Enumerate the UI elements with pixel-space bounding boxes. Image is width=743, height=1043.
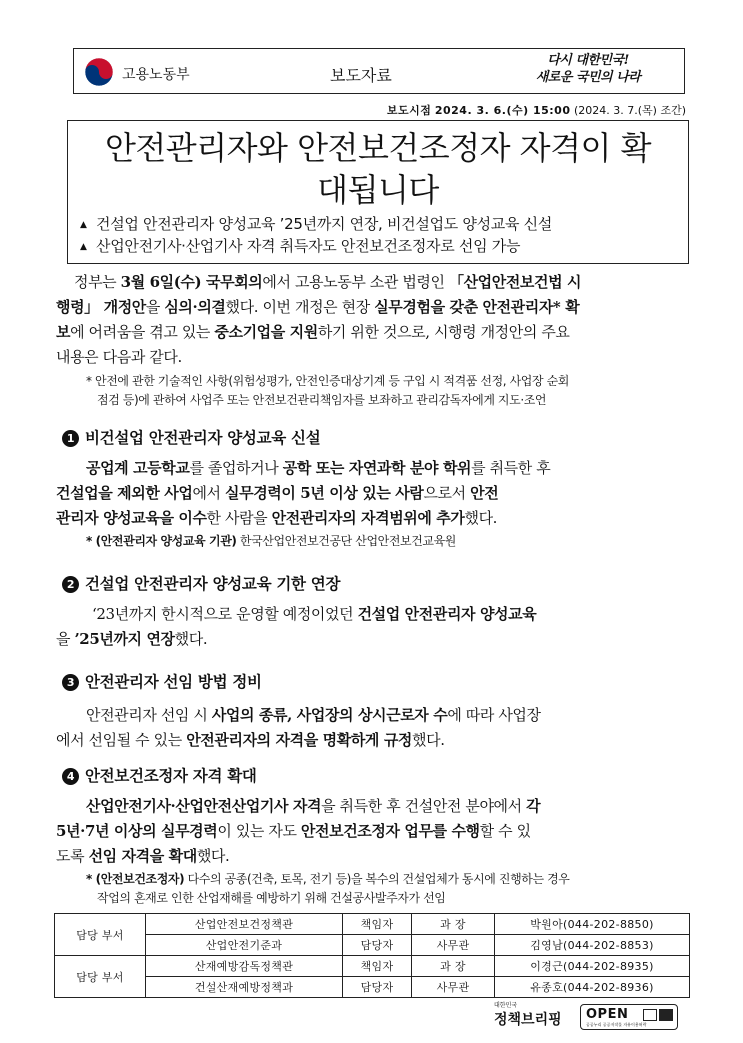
dept-cell: 산재예방감독정책관 [146,956,343,977]
table-row [55,914,690,935]
text-bold: 보 [56,323,71,341]
section-4-body [56,794,690,869]
title-cell: 사무관 [412,977,495,998]
section-3-body [56,703,690,753]
text-bold: 「산업안전보건법 시 [448,273,582,291]
text: 하기 위한 것으로, 시행령 개정안의 주요 [317,323,570,341]
text-bold: 행령」 개정안 [56,298,146,316]
policy-briefing-logo [494,1002,562,1029]
role-cell: 담당자 [343,935,412,956]
embargo-line [300,102,686,118]
dept-label-cell: 담당 부서 [55,914,146,956]
footnote-label: * (안전보건조정자) [86,872,185,886]
text: 으로서 [423,484,466,502]
person-cell: 유종호(044-202-8936) [495,977,690,998]
triangle-bullet-icon: ▲ [80,242,87,252]
table-row [55,956,690,977]
text: 에서 [192,484,221,502]
body-line [56,703,690,728]
subtitle-text: 산업안전기사·산업기사 자격 취득자도 안전보건조정자로 선임 가능 [96,237,521,255]
open-label: OPEN [586,1007,629,1022]
dept-cell: 산업안전기준과 [146,935,343,956]
text-bold: 산업안전기사·산업안전산업기사 자격 [86,797,322,815]
footnote-line: 작업의 혼재로 인한 산업재해를 예방하기 위해 건설공사발주자가 선임 [97,891,446,905]
section-heading-1 [62,426,320,448]
text-bold: 심의·의결 [164,298,226,316]
intro-footnote [86,372,569,410]
open-license-badge [580,1004,678,1030]
text-bold: 각 [526,797,541,815]
title-cell: 과 장 [412,914,495,935]
intro-line [56,295,690,320]
dept-label-cell: 담당 부서 [55,956,146,998]
embargo-datetime: 2024. 3. 6.(수) 15:00 [434,104,571,117]
text: 했다. [412,731,445,749]
text: 이 있는 자도 [217,822,297,840]
section-4-footnote [86,870,569,908]
text: 에 따라 사업장 [447,706,541,724]
footnote-text: 다수의 공종(건축, 토목, 전기 등)을 복수의 건설업체가 동시에 진행하는 경우 [187,872,570,886]
body-line [56,627,690,652]
body-line [56,844,690,869]
body-line [56,602,690,627]
text: 했다. [464,509,498,527]
body-line [56,506,690,531]
title-cell: 과 장 [412,956,495,977]
subtitle-item [80,236,520,257]
text: 를 졸업하거나 [189,459,279,477]
text-bold: 안전 [470,484,499,502]
text: 을 취득한 후 건설안전 분야에서 [321,797,522,815]
subtitle-item [80,214,552,235]
footnote-line: 점검 등)에 관하여 사업주 또는 안전보건관리책임자를 보좌하고 관리감독자에게 지도·조언 [97,393,547,407]
text: 을 [145,298,160,316]
footnote-label: * (안전관리자 양성교육 기관) [86,534,237,548]
text: 도록 [56,847,85,865]
embargo-label: 보도시점 [386,104,432,117]
text: 정부는 [74,273,117,291]
person-cell: 박원아(044-202-8850) [495,914,690,935]
embargo-print-edition: (2024. 3. 7.(목) 조간) [573,104,686,117]
intro-line: 내용은 다음과 같다. [56,348,182,366]
slogan [508,52,668,86]
section-number-badge: 3 [62,674,79,691]
text: 를 취득한 후 [471,459,551,477]
text-bold: 관리자 양성교육을 이수 [56,509,207,527]
section-2-body [56,602,690,652]
footnote-text: 한국산업안전보건공단 산업안전보건교육원 [239,534,456,548]
section-heading-4 [62,764,257,786]
license-type-icon [659,1009,673,1021]
section-heading-3 [62,670,262,692]
text-bold: 실무경험을 갖춘 안전관리자* 확 [374,298,580,316]
document-type: 보도자료 [330,66,392,85]
title-cell: 사무관 [412,935,495,956]
text-bold: 안전관리자의 자격범위에 추가 [271,509,465,527]
text-bold: 중소기업을 지원 [214,323,318,341]
text-bold: 공학 또는 자연과학 분야 학위 [282,459,472,477]
section-number-badge: 4 [62,768,79,785]
text: 안전관리자 선임 시 [86,706,208,724]
section-title: 비건설업 안전관리자 양성교육 신설 [85,428,321,447]
text: 에 어려움을 겪고 있는 [70,323,211,341]
text-bold: 안전보건조정자 업무를 수행 [300,822,480,840]
text: 에서 고용노동부 소관 법령인 [262,273,445,291]
footnote-line: * 안전에 관한 기술적인 사항(위험성평가, 안전인증대상기계 등 구입 시 적격품 선정, 사업장 순회 [86,374,569,388]
body-line [56,728,690,753]
section-1-body [56,456,690,531]
contacts-table [54,913,690,998]
table-row [55,935,690,956]
title-line-2: 대됩니다 [317,171,439,209]
table-row [55,977,690,998]
license-attribution-icon [643,1009,657,1021]
dept-cell: 산업안전보건정책관 [146,914,343,935]
text-bold: 건설업 안전관리자 양성교육 [357,605,537,623]
text: 했다. [174,630,208,648]
text: 했다. [196,847,230,865]
text: 할 수 있 [479,822,531,840]
logo-small-text: 대한민국 [494,1002,518,1009]
person-cell: 이경근(044-202-8935) [495,956,690,977]
section-title: 안전보건조정자 자격 확대 [85,766,257,785]
text-bold: 건설업을 제외한 사업 [56,484,193,502]
role-cell: 책임자 [343,956,412,977]
text-bold: 실무경력이 5년 이상 있는 사람 [225,484,424,502]
intro-line [56,320,690,345]
triangle-bullet-icon: ▲ [80,220,87,230]
page-title [67,127,689,211]
section-title: 안전관리자 선임 방법 정비 [85,672,262,691]
section-number-badge: 2 [62,576,79,593]
intro-paragraph [56,270,690,370]
text-bold: 3월 6일(수) 국무회의 [120,273,263,291]
text-bold: ’25년까지 연장 [74,630,175,648]
role-cell: 담당자 [343,977,412,998]
dept-cell: 건설산재예방정책과 [146,977,343,998]
text-bold: 5년·7년 이상의 실무경력 [56,822,218,840]
text: 에서 선임될 수 있는 [56,731,182,749]
government-emblem-icon [84,57,114,87]
role-cell: 책임자 [343,914,412,935]
body-line [56,481,690,506]
section-heading-2 [62,572,340,594]
text: ‘23년까지 한시적으로 운영할 예정이었던 [92,605,354,623]
open-sub-label: 공공누리 공공저작물 자유이용허락 [586,1022,647,1027]
text-bold: 선임 자격을 확대 [88,847,197,865]
text: 한 사람을 [206,509,268,527]
slogan-line-1: 다시 대한민국! [547,53,629,68]
text-bold: 사업의 종류, 사업장의 상시근로자 수 [211,706,448,724]
body-line [56,456,690,481]
slogan-line-2: 새로운 국민의 나라 [535,70,641,85]
logo-text: 정책브리핑 [494,1012,562,1028]
intro-line [56,270,690,295]
text: 을 [56,630,71,648]
section-number-badge: 1 [62,430,79,447]
footnote-line [86,870,569,889]
text-bold: 안전관리자의 자격을 명확하게 규정 [186,731,413,749]
body-line [56,794,690,819]
section-title: 건설업 안전관리자 양성교육 기한 연장 [85,574,341,593]
text: 했다. 이번 개정은 현장 [225,298,370,316]
person-cell: 김영남(044-202-8853) [495,935,690,956]
body-line [56,819,690,844]
text-bold: 공업계 고등학교 [86,459,190,477]
title-line-1: 안전관리자와 안전보건조정자 자격이 확 [104,129,652,167]
subtitle-text: 건설업 안전관리자 양성교육 ’25년까지 연장, 비건설업도 양성교육 신설 [96,215,553,233]
ministry-name: 고용노동부 [122,67,190,83]
section-1-footnote [86,532,456,551]
